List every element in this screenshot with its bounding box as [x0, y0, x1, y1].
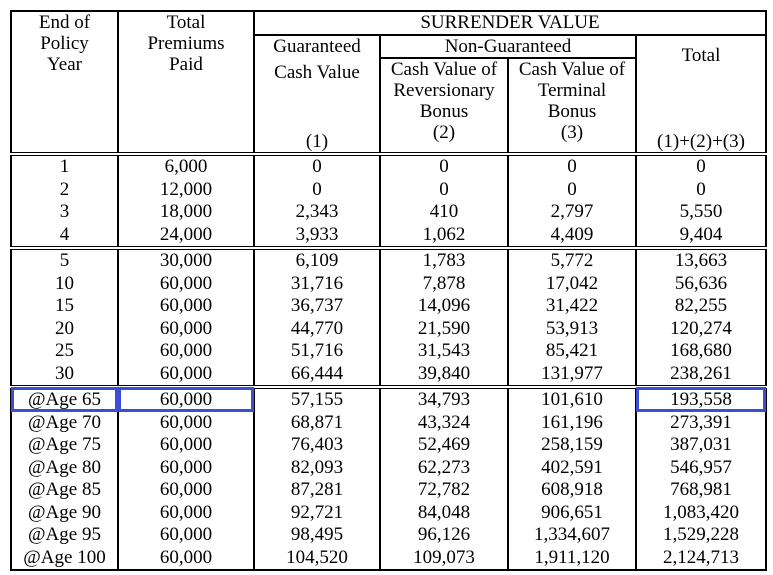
year-cell: @Age 95	[11, 524, 118, 547]
reversionary-cell: 14,096	[380, 295, 508, 318]
header-non-guaranteed: Non-Guaranteed	[380, 35, 636, 58]
reversionary-cell: 34,793	[380, 387, 508, 412]
year-cell: @Age 80	[11, 457, 118, 480]
table-row	[11, 318, 766, 341]
year-cell: @Age 75	[11, 434, 118, 457]
total-cell: 238,261	[636, 363, 766, 388]
premium-cell: 30,000	[118, 248, 254, 273]
total-cell: 82,255	[636, 295, 766, 318]
table-row	[11, 479, 766, 502]
total-cell: 56,636	[636, 273, 766, 296]
premium-cell: 60,000	[118, 363, 254, 388]
premium-cell: 6,000	[118, 154, 254, 179]
premium-cell: 60,000	[118, 479, 254, 502]
terminal-cell: 258,159	[508, 434, 636, 457]
table-row	[11, 412, 766, 435]
total-cell: 13,663	[636, 248, 766, 273]
total-cell-highlighted: 193,558	[636, 387, 766, 412]
guaranteed-cell: 68,871	[254, 412, 380, 435]
premium-cell: 18,000	[118, 201, 254, 224]
year-cell: 15	[11, 295, 118, 318]
guaranteed-cell: 44,770	[254, 318, 380, 341]
terminal-cell: 85,421	[508, 340, 636, 363]
year-cell: 1	[11, 154, 118, 179]
table-row	[11, 248, 766, 273]
premium-cell: 60,000	[118, 295, 254, 318]
total-cell: 768,981	[636, 479, 766, 502]
guaranteed-cell: 82,093	[254, 457, 380, 480]
table-row	[11, 387, 766, 412]
header-surrender-value: SURRENDER VALUE	[254, 11, 766, 35]
terminal-cell: 131,977	[508, 363, 636, 388]
total-cell: 0	[636, 154, 766, 179]
total-cell: 546,957	[636, 457, 766, 480]
terminal-cell: 161,196	[508, 412, 636, 435]
header-line: Cash Value of	[518, 59, 626, 80]
terminal-cell: 1,911,120	[508, 547, 636, 571]
premium-cell: 60,000	[118, 547, 254, 571]
guaranteed-cell: 87,281	[254, 479, 380, 502]
terminal-cell: 608,918	[508, 479, 636, 502]
table-row	[11, 457, 766, 480]
year-cell: @Age 85	[11, 479, 118, 502]
reversionary-cell: 39,840	[380, 363, 508, 388]
terminal-cell: 53,913	[508, 318, 636, 341]
guaranteed-cell: 0	[254, 154, 380, 179]
table-row	[11, 295, 766, 318]
guaranteed-cell: 0	[254, 179, 380, 202]
terminal-cell: 0	[508, 154, 636, 179]
reversionary-cell: 72,782	[380, 479, 508, 502]
reversionary-cell: 410	[380, 201, 508, 224]
header-terminal-bonus	[508, 58, 636, 154]
reversionary-cell: 43,324	[380, 412, 508, 435]
premium-cell: 12,000	[118, 179, 254, 202]
header-total: Total (1)+(2)+(3)	[636, 35, 766, 154]
header-line: Policy	[40, 33, 89, 54]
table-row	[11, 363, 766, 388]
total-cell: 387,031	[636, 434, 766, 457]
premium-cell-highlighted: 60,000	[118, 387, 254, 412]
table-row	[11, 547, 766, 571]
guaranteed-cell: 51,716	[254, 340, 380, 363]
premium-cell: 60,000	[118, 457, 254, 480]
premium-cell: 60,000	[118, 412, 254, 435]
total-cell: 0	[636, 179, 766, 202]
terminal-cell: 402,591	[508, 457, 636, 480]
premium-cell: 60,000	[118, 434, 254, 457]
header-index: (2)	[432, 122, 456, 143]
reversionary-cell: 52,469	[380, 434, 508, 457]
table-body	[11, 154, 766, 570]
header-end-of-policy-year	[11, 11, 118, 154]
terminal-cell: 1,334,607	[508, 524, 636, 547]
total-cell: 2,124,713	[636, 547, 766, 571]
terminal-cell: 5,772	[508, 248, 636, 273]
guaranteed-cell: 76,403	[254, 434, 380, 457]
guaranteed-cell: 36,737	[254, 295, 380, 318]
header-line: Bonus	[419, 101, 469, 122]
reversionary-cell: 21,590	[380, 318, 508, 341]
table-row	[11, 524, 766, 547]
reversionary-cell: 84,048	[380, 502, 508, 525]
table-row	[11, 201, 766, 224]
reversionary-cell: 0	[380, 154, 508, 179]
table-row	[11, 502, 766, 525]
header-guaranteed: Guaranteed	[254, 35, 380, 58]
year-cell: @Age 100	[11, 547, 118, 571]
header-line: End of	[38, 12, 91, 33]
total-cell: 9,404	[636, 224, 766, 249]
year-cell: 5	[11, 248, 118, 273]
header-line: Reversionary	[393, 80, 495, 101]
total-cell: 273,391	[636, 412, 766, 435]
header-total-index: (1)+(2)+(3)	[657, 131, 745, 152]
header-reversionary-bonus	[380, 58, 508, 154]
guaranteed-cell: 104,520	[254, 547, 380, 571]
year-cell: 3	[11, 201, 118, 224]
terminal-cell: 17,042	[508, 273, 636, 296]
table-row	[11, 340, 766, 363]
header-line: Premiums	[147, 33, 225, 54]
reversionary-cell: 1,783	[380, 248, 508, 273]
year-cell: 30	[11, 363, 118, 388]
terminal-cell: 906,651	[508, 502, 636, 525]
total-cell: 1,529,228	[636, 524, 766, 547]
guaranteed-cell: 92,721	[254, 502, 380, 525]
header-line: Cash Value of	[390, 59, 498, 80]
guaranteed-cell: 66,444	[254, 363, 380, 388]
total-cell: 168,680	[636, 340, 766, 363]
premium-cell: 60,000	[118, 502, 254, 525]
premium-cell: 60,000	[118, 340, 254, 363]
reversionary-cell: 96,126	[380, 524, 508, 547]
premium-cell: 60,000	[118, 524, 254, 547]
terminal-cell: 101,610	[508, 387, 636, 412]
guaranteed-cell: 3,933	[254, 224, 380, 249]
total-cell: 1,083,420	[636, 502, 766, 525]
header-index: (1)	[305, 131, 329, 152]
year-cell: 4	[11, 224, 118, 249]
guaranteed-cell: 98,495	[254, 524, 380, 547]
terminal-cell: 4,409	[508, 224, 636, 249]
guaranteed-cell: 31,716	[254, 273, 380, 296]
year-cell: @Age 90	[11, 502, 118, 525]
year-cell: 20	[11, 318, 118, 341]
header-line: Bonus	[547, 101, 597, 122]
header-cash-value: Cash Value (1)	[254, 58, 380, 154]
terminal-cell: 2,797	[508, 201, 636, 224]
reversionary-cell: 0	[380, 179, 508, 202]
year-cell: 25	[11, 340, 118, 363]
header-total-premiums-paid	[118, 11, 254, 154]
premium-cell: 60,000	[118, 273, 254, 296]
premium-cell: 24,000	[118, 224, 254, 249]
table-row	[11, 154, 766, 179]
guaranteed-cell: 57,155	[254, 387, 380, 412]
terminal-cell: 31,422	[508, 295, 636, 318]
total-cell: 5,550	[636, 201, 766, 224]
table-row	[11, 434, 766, 457]
guaranteed-cell: 6,109	[254, 248, 380, 273]
year-cell: 10	[11, 273, 118, 296]
reversionary-cell: 109,073	[380, 547, 508, 571]
table-row	[11, 273, 766, 296]
premium-cell: 60,000	[118, 318, 254, 341]
terminal-cell: 0	[508, 179, 636, 202]
table-row	[11, 224, 766, 249]
year-cell: 2	[11, 179, 118, 202]
table-row	[11, 179, 766, 202]
header-line: Paid	[169, 54, 203, 75]
reversionary-cell: 7,878	[380, 273, 508, 296]
header-index: (3)	[560, 122, 584, 143]
reversionary-cell: 31,543	[380, 340, 508, 363]
year-cell-highlighted: @Age 65	[11, 387, 118, 412]
guaranteed-cell: 2,343	[254, 201, 380, 224]
header-line: Total	[166, 12, 206, 33]
total-cell: 120,274	[636, 318, 766, 341]
reversionary-cell: 1,062	[380, 224, 508, 249]
reversionary-cell: 62,273	[380, 457, 508, 480]
header-line: Terminal	[537, 80, 607, 101]
header-line: Year	[46, 54, 82, 75]
year-cell: @Age 70	[11, 412, 118, 435]
surrender-value-table	[10, 10, 767, 571]
